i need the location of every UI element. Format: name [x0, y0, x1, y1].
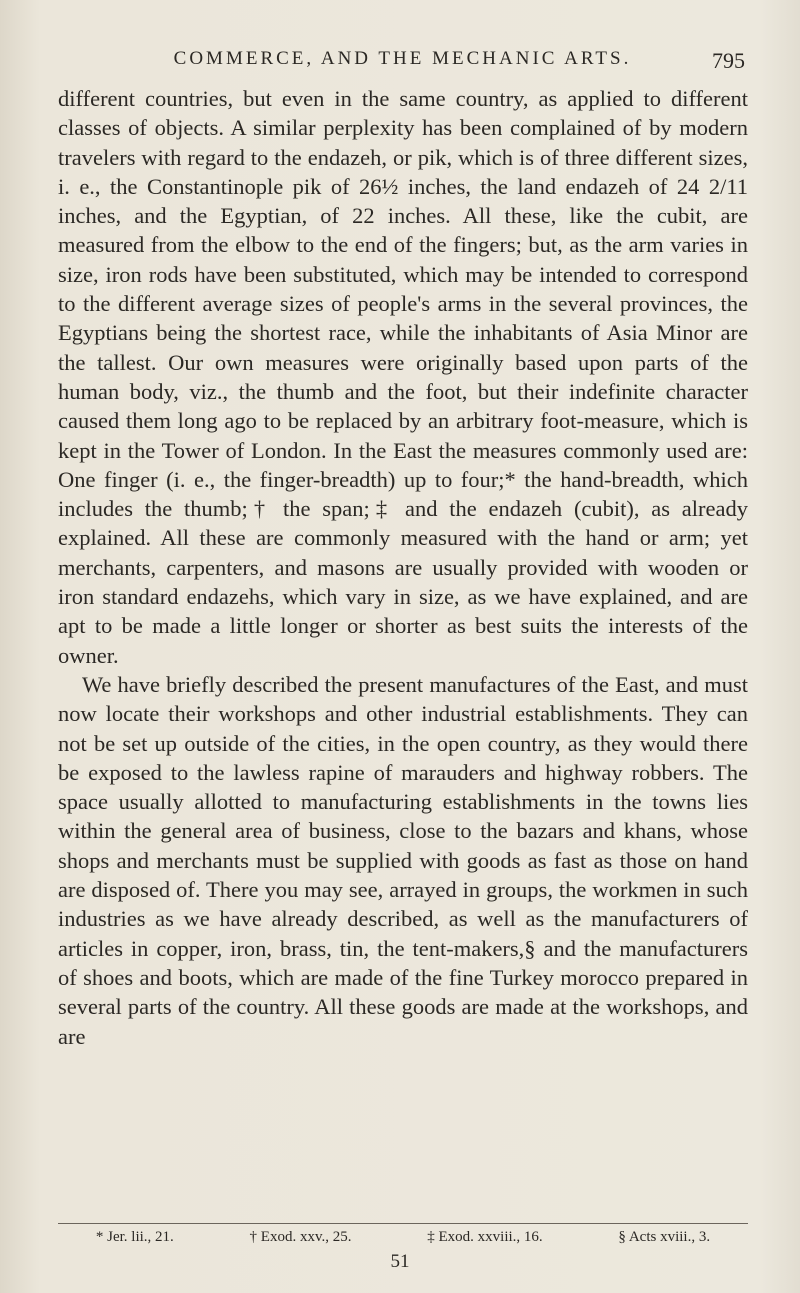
body-text [58, 84, 748, 1051]
running-title: COMMERCE, AND THE MECHANIC ARTS. [173, 48, 632, 69]
footnote: * Jer. lii., 21. [95, 1229, 174, 1245]
footnote: ‡ Exod. xxviii., 16. [427, 1229, 543, 1245]
paragraph: different countries, but even in the same country, as applied to different classes of objects. A similar perplexity has been complained of by modern travelers with regard to the endazeh, or pik, which is of three different sizes, i. e., the Constantinople pik of 26½ inches, the land endazeh of 24 2/11 inches, and the Egyptian, of 22 inches. All these, like the cubit, are measured from the elbow to the end of the fingers; but, as the arm varies in size, iron rods have been substituted, which may be intended to correspond to the different average sizes of people's arms in the several provinces, the Egyptians being the shortest race, while the inhabitants of Asia Minor are the tallest. Our own measures were originally based upon parts of the human body, viz., the thumb and the foot, but their indefinite character caused them long ago to be replaced by an arbitrary foot-measure, which is kept in the Tower of London. In the East the measures commonly used are: One finger (i. e., the finger-breadth) up to four;* the hand-breadth, which includes the thumb;† the span;‡ and the endazeh (cubit), as already explained. All these are commonly measured with the hand or arm; yet merchants, carpenters, and masons are usually provided with wooden or iron standard endazehs, which vary in size, as we have explained, and are apt to be made a little longer or shorter as best suits the interests of the owner. [58, 86, 748, 668]
footnote-rule [58, 1223, 748, 1224]
page-number: 795 [712, 48, 745, 73]
paragraph: We have briefly described the present manufactures of the East, and must now locate their workshops and other industrial establishments. They can not be set up outside of the cities, in the open country, as they would there be exposed to the lawless rapine of marauders and highway robbers. The space usually allotted to manufacturing establishments in the towns lies within the general area of business, close to the bazars and khans, whose shops and merchants must be supplied with goods as fast as those on hand are disposed of. There you may see, arrayed in groups, the workmen in such industries as we have already described, as well as the manufacturers of articles in copper, iron, brass, tin, the tent-makers,§ and the manufacturers of shoes and boots, which are made of the fine Turkey morocco prepared in several parts of the country. All these goods are made at the workshops, and are [58, 671, 748, 1049]
page-header [60, 48, 745, 88]
footnote: § Acts xviii., 3. [618, 1229, 711, 1245]
footnote: † Exod. xxv., 25. [249, 1229, 352, 1245]
signature-mark: 51 [390, 1251, 410, 1272]
footnotes [58, 1229, 748, 1246]
